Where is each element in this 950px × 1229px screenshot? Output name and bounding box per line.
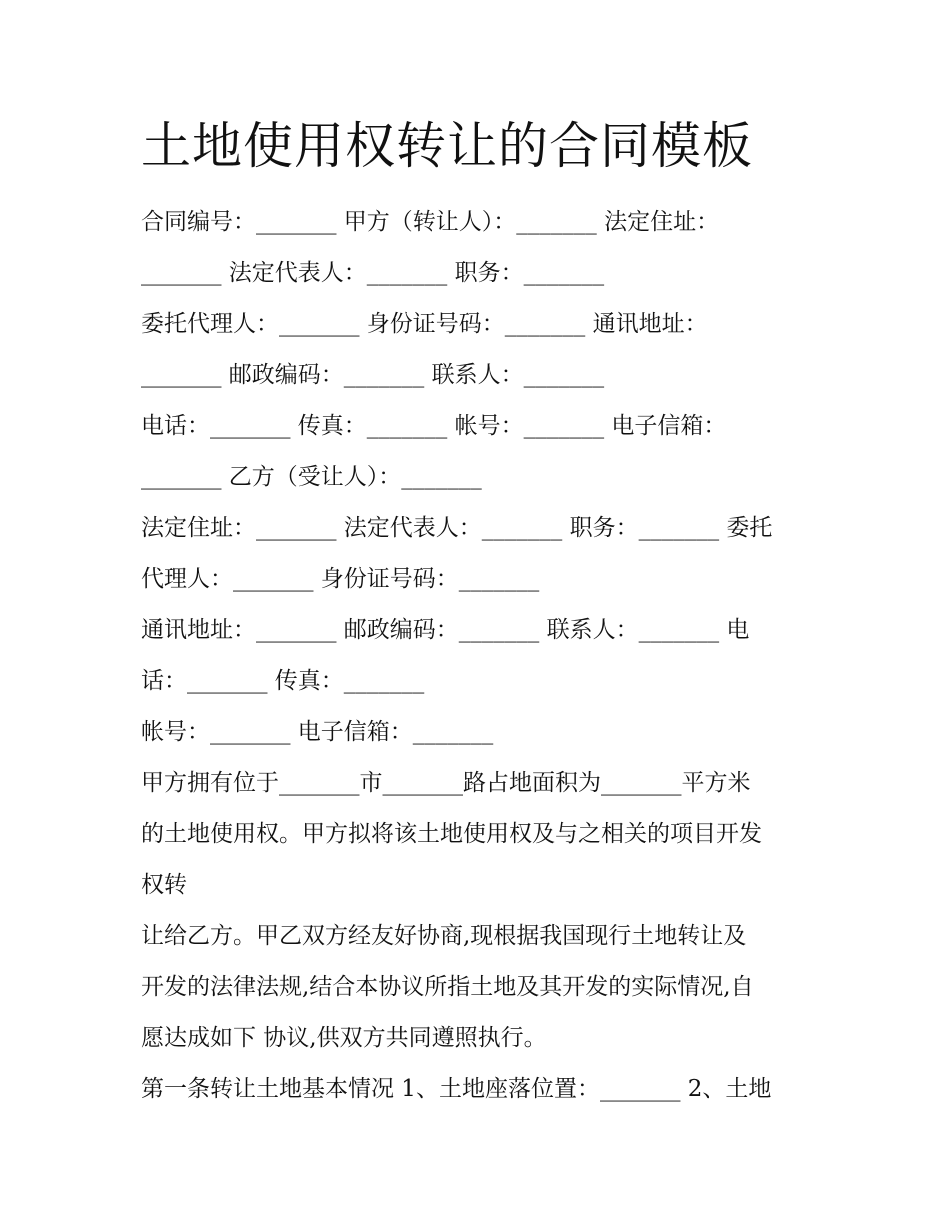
body-line: 电话：_______ 传真：_______ 帐号：_______ 电子信箱： (141, 413, 727, 439)
body-line: 让给乙方。甲乙双方经友好协商,现根据我国现行土地转让及 (141, 923, 747, 949)
body-line: 愿达成如下 协议,供双方共同遵照执行。 (141, 1025, 547, 1051)
body-line: 帐号：_______ 电子信箱：_______ (141, 719, 494, 745)
document-title: 土地使用权转让的合同模板 (141, 117, 753, 175)
body-line: _______ 乙方（受让人）：_______ (141, 464, 482, 490)
body-line: 权转 (141, 872, 187, 898)
body-line: 法定住址：_______ 法定代表人：_______ 职务：_______ 委托 (141, 515, 773, 541)
body-line: 的土地使用权。甲方拟将该土地使用权及与之相关的项目开发 (141, 821, 762, 847)
body-line: 代理人：_______ 身份证号码：_______ (141, 566, 540, 592)
document-body (141, 197, 821, 1115)
body-line: _______ 法定代表人：_______ 职务：_______ (141, 260, 605, 286)
body-line: 第一条转让土地基本情况 1、土地座落位置：_______ 2、土地 (141, 1076, 772, 1102)
body-line: 话：_______ 传真：_______ (141, 668, 425, 694)
body-line: 合同编号：_______ 甲方（转让人）：_______ 法定住址： (141, 209, 720, 235)
body-line: 通讯地址：_______ 邮政编码：_______ 联系人：_______ 电 (141, 617, 750, 643)
body-line: 开发的法律法规,结合本协议所指土地及其开发的实际情况,自 (141, 974, 754, 1000)
body-line: 甲方拥有位于_______市_______路占地面积为_______平方米 (141, 770, 751, 796)
body-line: _______ 邮政编码：_______ 联系人：_______ (141, 362, 605, 388)
body-line: 委托代理人：_______ 身份证号码：_______ 通讯地址： (141, 311, 708, 337)
